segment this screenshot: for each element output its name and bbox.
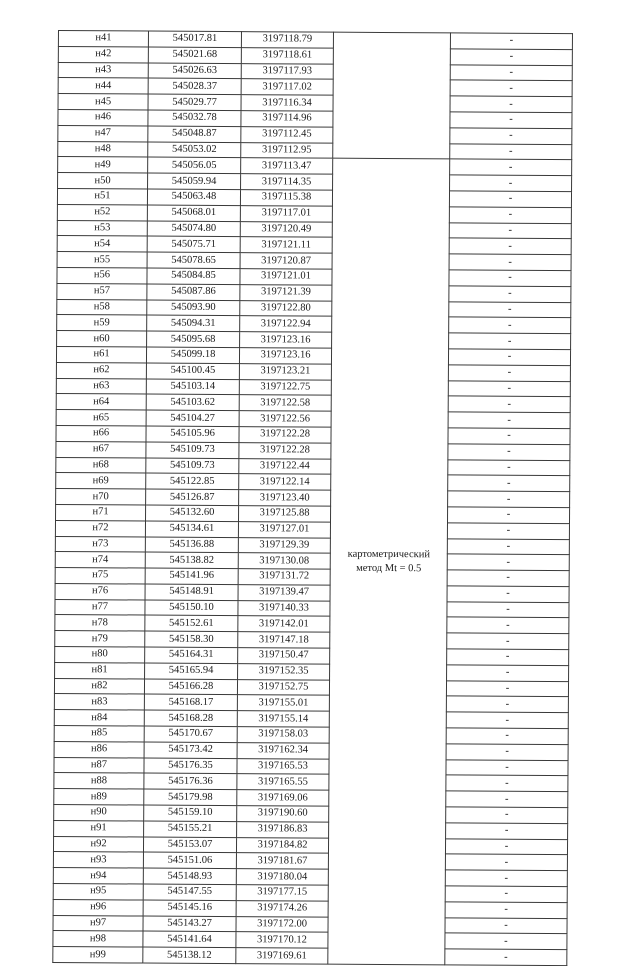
point-name-cell: н97 [53, 915, 143, 931]
point-name-cell: н72 [55, 520, 145, 536]
x-coordinate-cell: 545056.05 [148, 157, 241, 173]
point-name-cell: н94 [53, 868, 143, 884]
coordinates-table [52, 30, 573, 966]
note-cell: - [445, 854, 567, 871]
y-coordinate-cell: 3197120.49 [240, 221, 332, 237]
y-coordinate-cell: 3197117.01 [240, 205, 332, 221]
note-cell: - [445, 918, 567, 935]
x-coordinate-cell: 545176.35 [144, 758, 237, 774]
note-cell: - [447, 586, 569, 603]
x-coordinate-cell: 545138.12 [143, 947, 236, 963]
note-cell: - [445, 902, 567, 919]
y-coordinate-cell: 3197169.61 [236, 948, 328, 964]
x-coordinate-cell: 545029.77 [148, 94, 241, 110]
x-coordinate-cell: 545147.55 [143, 884, 236, 900]
y-coordinate-cell: 3197118.61 [241, 47, 333, 63]
note-cell: - [448, 380, 570, 397]
x-coordinate-cell: 545103.62 [146, 394, 239, 410]
y-coordinate-cell: 3197130.08 [238, 553, 330, 569]
note-cell: - [448, 412, 570, 429]
x-coordinate-cell: 545087.86 [147, 284, 240, 300]
x-coordinate-cell: 545109.73 [146, 442, 239, 458]
point-name-cell: н70 [56, 489, 146, 505]
point-name-cell: н63 [56, 378, 146, 394]
x-coordinate-cell: 545170.67 [144, 726, 237, 742]
note-cell: - [446, 744, 568, 761]
note-cell: - [448, 349, 570, 366]
x-coordinate-cell: 545093.90 [147, 300, 240, 316]
point-name-cell: н75 [55, 568, 145, 584]
point-name-cell: н53 [57, 220, 147, 236]
point-name-cell: н60 [57, 331, 147, 347]
x-coordinate-cell: 545145.16 [143, 900, 236, 916]
point-name-cell: н85 [54, 726, 144, 742]
method-label-line2: метод Mt = 0.5 [356, 562, 422, 574]
point-name-cell: н80 [55, 647, 145, 663]
x-coordinate-cell: 545158.30 [145, 631, 238, 647]
note-cell: - [449, 238, 571, 255]
x-coordinate-cell: 545104.27 [146, 410, 239, 426]
y-coordinate-cell: 3197172.00 [236, 916, 328, 932]
note-cell: - [447, 570, 569, 587]
point-name-cell: н73 [55, 536, 145, 552]
point-name-cell: н57 [57, 283, 147, 299]
point-name-cell: н86 [54, 741, 144, 757]
note-cell: - [449, 333, 571, 350]
point-name-cell: н95 [53, 884, 143, 900]
point-name-cell: н87 [54, 757, 144, 773]
y-coordinate-cell: 3197142.01 [238, 616, 330, 632]
note-cell: - [447, 617, 569, 634]
x-coordinate-cell: 545075.71 [147, 236, 240, 252]
note-cell: - [448, 491, 570, 508]
point-name-cell: н52 [57, 204, 147, 220]
y-coordinate-cell: 3197165.53 [237, 758, 329, 774]
y-coordinate-cell: 3197150.47 [238, 648, 330, 664]
y-coordinate-cell: 3197162.34 [237, 742, 329, 758]
x-coordinate-cell: 545063.48 [147, 189, 240, 205]
x-coordinate-cell: 545068.01 [147, 205, 240, 221]
y-coordinate-cell: 3197155.01 [237, 695, 329, 711]
point-name-cell: н76 [55, 583, 145, 599]
point-name-cell: н79 [55, 631, 145, 647]
y-coordinate-cell: 3197177.15 [236, 885, 328, 901]
method-cell-empty [333, 32, 451, 159]
y-coordinate-cell: 3197155.14 [237, 711, 329, 727]
y-coordinate-cell: 3197123.40 [239, 490, 331, 506]
y-coordinate-cell: 3197123.16 [239, 348, 331, 364]
y-coordinate-cell: 3197115.38 [240, 190, 332, 206]
y-coordinate-cell: 3197139.47 [238, 585, 330, 601]
y-coordinate-cell: 3197122.14 [239, 474, 331, 490]
note-cell: - [446, 775, 568, 792]
note-cell: - [445, 870, 567, 887]
y-coordinate-cell: 3197122.44 [239, 458, 331, 474]
y-coordinate-cell: 3197129.39 [238, 537, 330, 553]
note-cell: - [446, 728, 568, 745]
y-coordinate-cell: 3197186.83 [237, 821, 329, 837]
method-label-line1: картометрический [347, 548, 430, 560]
note-cell: - [447, 538, 569, 555]
point-name-cell: н78 [55, 615, 145, 631]
y-coordinate-cell: 3197112.95 [241, 142, 333, 158]
y-coordinate-cell: 3197181.67 [236, 853, 328, 869]
point-name-cell: н55 [57, 252, 147, 268]
x-coordinate-cell: 545105.96 [146, 426, 239, 442]
point-name-cell: н42 [58, 46, 148, 62]
x-coordinate-cell: 545099.18 [146, 347, 239, 363]
note-cell: - [450, 159, 572, 176]
point-name-cell: н51 [57, 188, 147, 204]
x-coordinate-cell: 545155.21 [144, 821, 237, 837]
note-cell: - [447, 665, 569, 682]
note-cell: - [447, 523, 569, 540]
y-coordinate-cell: 3197122.56 [239, 411, 331, 427]
point-name-cell: н91 [54, 820, 144, 836]
x-coordinate-cell: 545084.85 [147, 268, 240, 284]
y-coordinate-cell: 3197114.35 [241, 174, 333, 190]
x-coordinate-cell: 545138.82 [145, 552, 238, 568]
point-name-cell: н71 [56, 504, 146, 520]
point-name-cell: н58 [57, 299, 147, 315]
y-coordinate-cell: 3197165.55 [237, 774, 329, 790]
x-coordinate-cell: 545173.42 [144, 742, 237, 758]
point-name-cell: н83 [54, 694, 144, 710]
note-cell: - [448, 444, 570, 461]
y-coordinate-cell: 3197118.79 [241, 32, 333, 48]
note-cell: - [447, 507, 569, 524]
note-cell: - [449, 286, 571, 303]
point-name-cell: н59 [57, 315, 147, 331]
point-name-cell: н56 [57, 267, 147, 283]
table-row [53, 947, 567, 966]
y-coordinate-cell: 3197122.28 [239, 442, 331, 458]
point-name-cell: н90 [54, 805, 144, 821]
note-cell: - [448, 365, 570, 382]
note-cell: - [445, 886, 567, 903]
point-name-cell: н69 [56, 473, 146, 489]
point-name-cell: н82 [54, 678, 144, 694]
note-cell: - [448, 475, 570, 492]
x-coordinate-cell: 545032.78 [148, 110, 241, 126]
x-coordinate-cell: 545028.37 [148, 78, 241, 94]
x-coordinate-cell: 545148.93 [143, 868, 236, 884]
x-coordinate-cell: 545122.85 [146, 473, 239, 489]
point-name-cell: н77 [55, 599, 145, 615]
note-cell: - [449, 254, 571, 271]
x-coordinate-cell: 545150.10 [145, 600, 238, 616]
y-coordinate-cell: 3197127.01 [238, 521, 330, 537]
note-cell: - [446, 712, 568, 729]
point-name-cell: н61 [56, 346, 146, 362]
point-name-cell: н66 [56, 425, 146, 441]
point-name-cell: н93 [53, 852, 143, 868]
note-cell: - [448, 428, 570, 445]
point-name-cell: н67 [56, 441, 146, 457]
x-coordinate-cell: 545132.60 [146, 505, 239, 521]
y-coordinate-cell: 3197140.33 [238, 600, 330, 616]
point-name-cell: н47 [58, 125, 148, 141]
x-coordinate-cell: 545126.87 [146, 489, 239, 505]
note-cell: - [450, 143, 572, 160]
note-cell: - [450, 33, 572, 50]
y-coordinate-cell: 3197170.12 [236, 932, 328, 948]
note-cell: - [446, 696, 568, 713]
note-cell: - [449, 191, 571, 208]
point-name-cell: н84 [54, 710, 144, 726]
x-coordinate-cell: 545078.65 [147, 252, 240, 268]
y-coordinate-cell: 3197152.75 [237, 679, 329, 695]
note-cell: - [449, 222, 571, 239]
x-coordinate-cell: 545048.87 [148, 126, 241, 142]
point-name-cell: н43 [58, 62, 148, 78]
x-coordinate-cell: 545094.31 [147, 315, 240, 331]
coordinates-table-body [53, 31, 573, 966]
y-coordinate-cell: 3197122.80 [240, 300, 332, 316]
method-cell [328, 159, 450, 965]
point-name-cell: н44 [58, 78, 148, 94]
point-name-cell: н92 [53, 836, 143, 852]
point-name-cell: н48 [58, 141, 148, 157]
x-coordinate-cell: 545148.91 [145, 584, 238, 600]
x-coordinate-cell: 545143.27 [143, 916, 236, 932]
y-coordinate-cell: 3197113.47 [241, 158, 333, 174]
note-cell: - [447, 649, 569, 666]
note-cell: - [449, 207, 571, 224]
x-coordinate-cell: 545109.73 [146, 458, 239, 474]
point-name-cell: н81 [55, 662, 145, 678]
x-coordinate-cell: 545168.28 [144, 710, 237, 726]
y-coordinate-cell: 3197121.39 [240, 284, 332, 300]
note-cell: - [446, 681, 568, 698]
y-coordinate-cell: 3197114.96 [241, 111, 333, 127]
x-coordinate-cell: 545166.28 [144, 679, 237, 695]
x-coordinate-cell: 545153.07 [143, 837, 236, 853]
note-cell: - [446, 807, 568, 824]
y-coordinate-cell: 3197121.11 [240, 237, 332, 253]
y-coordinate-cell: 3197180.04 [236, 869, 328, 885]
note-cell: - [446, 823, 568, 840]
y-coordinate-cell: 3197120.87 [240, 253, 332, 269]
x-coordinate-cell: 545164.31 [145, 647, 238, 663]
point-name-cell: н64 [56, 394, 146, 410]
y-coordinate-cell: 3197123.21 [239, 363, 331, 379]
note-cell: - [448, 459, 570, 476]
y-coordinate-cell: 3197174.26 [236, 900, 328, 916]
x-coordinate-cell: 545059.94 [148, 173, 241, 189]
y-coordinate-cell: 3197122.58 [239, 395, 331, 411]
x-coordinate-cell: 545168.17 [144, 695, 237, 711]
note-cell: - [449, 270, 571, 287]
y-coordinate-cell: 3197169.06 [237, 790, 329, 806]
note-cell: - [449, 317, 571, 334]
x-coordinate-cell: 545136.88 [145, 537, 238, 553]
x-coordinate-cell: 545165.94 [145, 663, 238, 679]
y-coordinate-cell: 3197158.03 [237, 727, 329, 743]
x-coordinate-cell: 545141.96 [145, 568, 238, 584]
x-coordinate-cell: 545141.64 [143, 931, 236, 947]
note-cell: - [450, 96, 572, 113]
point-name-cell: н96 [53, 899, 143, 915]
y-coordinate-cell: 3197112.45 [241, 126, 333, 142]
y-coordinate-cell: 3197122.28 [239, 427, 331, 443]
x-coordinate-cell: 545100.45 [146, 363, 239, 379]
x-coordinate-cell: 545176.36 [144, 773, 237, 789]
note-cell: - [450, 80, 572, 97]
point-name-cell: н88 [54, 773, 144, 789]
x-coordinate-cell: 545151.06 [143, 852, 236, 868]
note-cell: - [448, 396, 570, 413]
x-coordinate-cell: 545095.68 [147, 331, 240, 347]
y-coordinate-cell: 3197131.72 [238, 569, 330, 585]
y-coordinate-cell: 3197122.75 [239, 379, 331, 395]
x-coordinate-cell: 545134.61 [145, 521, 238, 537]
point-name-cell: н99 [53, 947, 143, 963]
note-cell: - [450, 128, 572, 145]
y-coordinate-cell: 3197125.88 [239, 506, 331, 522]
x-coordinate-cell: 545074.80 [147, 221, 240, 237]
note-cell: - [446, 791, 568, 808]
note-cell: - [445, 933, 567, 950]
point-name-cell: н41 [58, 31, 148, 47]
y-coordinate-cell: 3197117.02 [241, 79, 333, 95]
note-cell: - [450, 64, 572, 81]
point-name-cell: н98 [53, 931, 143, 947]
point-name-cell: н54 [57, 236, 147, 252]
x-coordinate-cell: 545053.02 [148, 142, 241, 158]
y-coordinate-cell: 3197116.34 [241, 95, 333, 111]
x-coordinate-cell: 545103.14 [146, 379, 239, 395]
y-coordinate-cell: 3197152.35 [238, 663, 330, 679]
y-coordinate-cell: 3197117.93 [241, 63, 333, 79]
point-name-cell: н62 [56, 362, 146, 378]
point-name-cell: н49 [58, 157, 148, 173]
note-cell: - [447, 602, 569, 619]
x-coordinate-cell: 545026.63 [148, 63, 241, 79]
y-coordinate-cell: 3197121.01 [240, 269, 332, 285]
y-coordinate-cell: 3197147.18 [238, 632, 330, 648]
y-coordinate-cell: 3197123.16 [240, 332, 332, 348]
note-cell: - [449, 301, 571, 318]
point-name-cell: н74 [55, 552, 145, 568]
x-coordinate-cell: 545021.68 [148, 47, 241, 63]
note-cell: - [450, 49, 572, 66]
y-coordinate-cell: 3197184.82 [236, 837, 328, 853]
note-cell: - [450, 112, 572, 129]
note-cell: - [445, 839, 567, 856]
point-name-cell: н68 [56, 457, 146, 473]
x-coordinate-cell: 545017.81 [148, 31, 241, 47]
y-coordinate-cell: 3197122.94 [240, 316, 332, 332]
note-cell: - [450, 175, 572, 192]
point-name-cell: н89 [54, 789, 144, 805]
point-name-cell: н46 [58, 109, 148, 125]
point-name-cell: н50 [58, 173, 148, 189]
note-cell: - [445, 949, 567, 966]
note-cell: - [446, 760, 568, 777]
x-coordinate-cell: 545159.10 [144, 805, 237, 821]
note-cell: - [447, 633, 569, 650]
y-coordinate-cell: 3197190.60 [237, 806, 329, 822]
x-coordinate-cell: 545152.61 [145, 616, 238, 632]
point-name-cell: н65 [56, 410, 146, 426]
point-name-cell: н45 [58, 94, 148, 110]
x-coordinate-cell: 545179.98 [144, 789, 237, 805]
note-cell: - [447, 554, 569, 571]
